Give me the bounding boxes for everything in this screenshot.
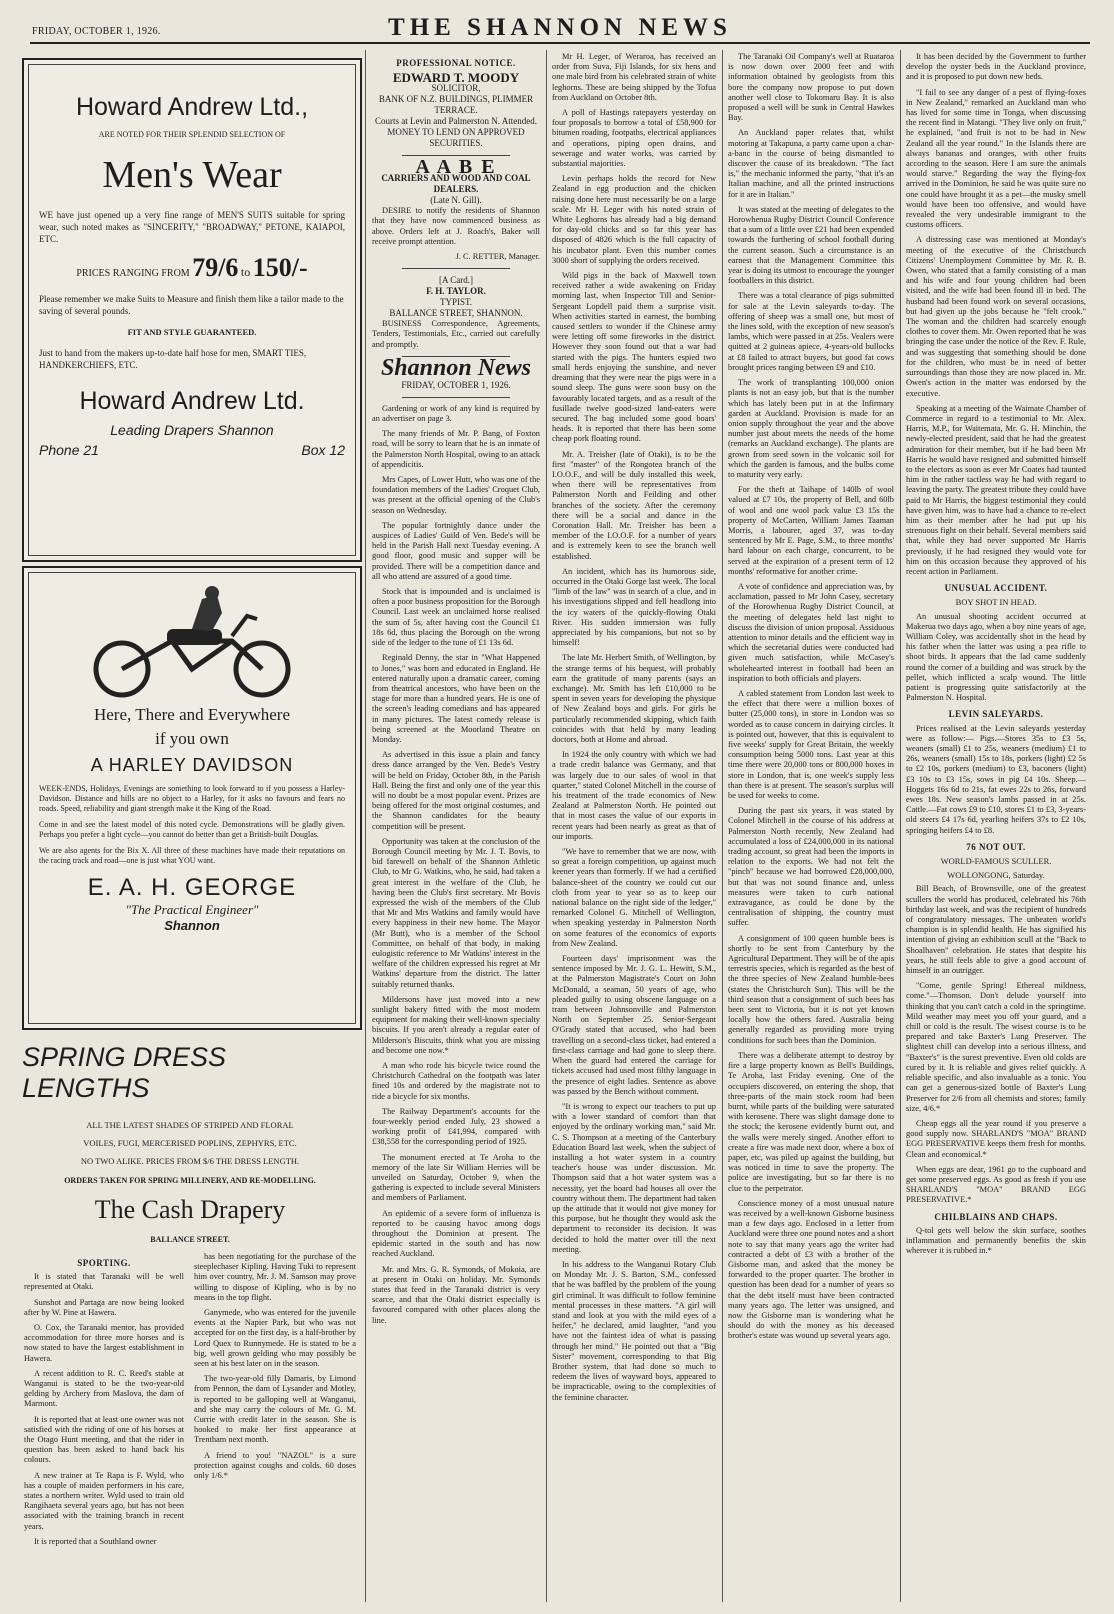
news-paragraph: Levin perhaps holds the record for New Zealand in egg production and the chicken raising done here must necessarily be on a large scale. Mr H. Leger with his noted strain of White Leghorns has already had a big demand for day-old chicks and so far this year has disposed of 4826 which is the full capacity of his incubator plant. Even this number comes 3000 short of supplying the orders received. <box>552 174 716 265</box>
dealer-sub: "The Practical Engineer" <box>125 902 259 917</box>
harley-body2: Come in and see the latest model of this noted cycle. Demonstrations will be gladly given. Perhaps you prefer a light cycle—you cannot do better than get a British-built Douglas. <box>39 820 345 839</box>
moody-detail: MONEY TO LEND ON APPROVED SECURITIES. <box>387 127 525 149</box>
taylor-name: F. H. TAYLOR. <box>426 286 486 297</box>
saleyards-heading: LEVIN SALEYARDS. <box>948 709 1044 720</box>
ad-phone: Phone 21 <box>39 442 99 458</box>
taylor-address: BALLANCE STREET, SHANNON. <box>389 308 523 319</box>
news-paragraph: Mr. A. Treisher (late of Otaki), is to be the first "master" of the Rongotea branch of the I.O.O.F., and will be duly installed this week, when there will be representatives from Palmerston North and Feilding and other branches of the society. After the ceremony there will be a social and dance in the Coronation Hall. Mr. Treisher has been a member of the I.O.O.F. for a number of years and is extremely keen to see the branch well established. <box>552 449 716 561</box>
sporting-paragraph: It is stated that Taranaki will be well represented at Otaki. <box>24 1272 184 1292</box>
aabe-sub: CARRIERS AND WOOD AND COAL DEALERS. <box>381 173 531 195</box>
news-paragraph: In 1924 the only country with which we had a trade credit balance was Germany, and that was largely due to our sales of wool in that quarter," stated Colonel Mitchell in the course of his treatment of the trade economics of New Zealand at Palmerston North. He pointed out that in most cases the value of our exports in recent years had been nearly as great as that of our imports. <box>552 750 716 841</box>
news-paragraph: A man who rode his bicycle twice round the Christchurch Cathedral on the footpath was later fined 10s and ordered by the magistrate not to ride a bicycle for six months. <box>372 1061 540 1101</box>
spring-heading: SPRING DRESS LENGTHS <box>22 1042 227 1103</box>
news-paragraph: Mildersons have just moved into a new sunlight bakery fitted with the most modern equipment for making their well-known specialty biscuits. If you aren't already a regular eater of Milderson's Biscuits, think what you are missing and become one now.* <box>372 994 540 1055</box>
news-paragraph: "Come, gentle Spring! Ethereal mildness, come."—Thomson. Don't delude yourself into thinking that you can't catch a cold in the springtime. Mild weather may meet you off your guard, and a chill or cold is the result. The wisest course is to be prepared and take Baxter's Lung Preserver. The slightest chill can develop into a serious illness, and "Baxter's" is the surest preventive. Even old colds are cured by it. It is reliable and gives relief quickly. A reliable specific, and also invaluable as a tonic. You can get a generous-sized bottle of Baxter's Lung Preserver for 2/6 from all chemists and stores; family size, 4/6.* <box>906 981 1086 1113</box>
news-paragraph: The work of transplanting 100,000 onion plants is not an easy job, but that is the number which has lately been put in at the Infirmary garden at Auckland. Provision is made for an onion supply throughout the year and the above number just about meets the needs of the home (remarks an Auckland exchange). The plants are grown from seed sown in the volcanic soil for which the garden is famous, and the bulbs come to maturity very early. <box>728 378 894 479</box>
ad-body: WE have just opened up a very fine range of MEN'S SUITS suitable for spring wear, such noted makes as "SINCERITY," "BROADWAY," PETONE, KAIAPOI, ETC. <box>39 210 345 244</box>
column-2 <box>372 52 540 1602</box>
news-paragraph: Stock that is impounded and is unclaimed is often a poor business proposition for the Borough Council. Last week an unclaimed horse realised the sum of 5s, after having cost the Council £1 18s 6d, thus placing the Borough on the wrong side of the ledger to the tune of £1 13s 6d. <box>372 587 540 648</box>
store-name: The Cash Drapery <box>94 1195 286 1224</box>
news-paragraph: Mr H. Leger, of Weraroa, has received an order from Suva, Fiji Islands, for six hens and one male bird from his celebrated strain of white leghorns. These are being shipped by the Tofua from Auckland on October 8th. <box>552 52 716 102</box>
news-paragraph: "It is wrong to expect our teachers to put up with a lower standard of comfort than that enjoyed by the ordinary working man," said Mr. C. S. Thompson at a meeting of the Canterbury Education Board last week, when the subject of installing a hot water system in a country teacher's house was under discussion. Mr. Thompson said that a hot water system was a necessity, yet the board had houses all over the country without them. The department had taken up the attitude that it would not give money for this purpose, but he thought they would ask the department to reconsider its decision. It was decided to hold the matter over till the next meeting. <box>552 1101 716 1254</box>
ad-note: Please remember we make Suits to Measure and finish them like a tailor made to the saving of several pounds. <box>39 294 344 316</box>
masthead <box>30 8 1090 44</box>
prices-label: PRICES RANGING FROM <box>76 268 190 279</box>
sporting-column-2 <box>194 1252 356 1602</box>
news-paragraph: A vote of confidence and appreciation was, by acclamation, passed to Mr John Casey, secretary of the Horowhenua Rugby District Council, at the meeting of delegates held last night to discuss the division of union proposal. Assiduous attention to minor details and the efficient way in which the secretarial duties were conducted had given much satisfaction, while McCasey's wholehearted interest in football had been an inspiration to both officials and players. <box>728 581 894 683</box>
news-paragraph: "We have to remember that we are now, with so great a foreign competition, up against much keener years than formerly. If we had a certified balance-sheet of the country we could cut our cloth from year to year so as to keep our national balance on the right side of the ledger," remarked Colonel G. Mitchell of Wellington, when speaking yesterday in Palmerston North on some features of the economics of exports from New Zealand. <box>552 847 716 948</box>
column-rule <box>546 50 547 1602</box>
news-paragraph: There was a deliberate attempt to destroy by fire a large property known as Bell's Buildings, Te Aroha, last Friday evening. One of the occupiers discovered, on entering the shop, that three-parts of the main stock room had been burnt, while parts of the building were saturated with kerosene. There was slight damage done to the stock; the kerosene evidently burnt out, and the walls were merely singed. Another effort to create a fire was made next door, where a box of paper, etc, was piled up against the building, but was noticed in time to save the property. The police are investigating, but so far there is no clue to the perpetrator. <box>728 1050 894 1193</box>
news-paragraph: Cheap eggs all the year round if you preserve a good supply now. SHARLAND'S "MOA" BRAND EGG PRESERVATIVE keeps them fresh for months. Clean and economical.* <box>906 1118 1086 1159</box>
moody-detail: BANK OF N.Z. BUILDINGS, PLIMMER TERRACE. <box>378 94 534 116</box>
news-paragraph: Q-tol gets well below the skin surface, soothes inflammation and permanently benefits the skin wherever it is rubbed in.* <box>906 1225 1086 1256</box>
taylor-body: BUSINESS Correspondence, Agreements, Tenders, Testimonials, Etc., carried out carefully and promptly. <box>372 319 540 349</box>
sporting-paragraph: Sunshot and Partaga are now being looked after by W. Pine at Hawera. <box>24 1297 184 1317</box>
news-paragraph: It has been decided by the Government to further develop the oyster beds in the Auckland province, and it is proposed to put down new beds. <box>906 52 1086 82</box>
news-paragraph: The monument erected at Te Aroha to the memory of the late Sir William Herries will be unveiled on Saturday, October 9, when the gathering is expected to include several Ministers and members of Parliament. <box>372 1152 540 1203</box>
harley-body3: We are also agents for the Bix X. All three of these machines have made their reputations on the racing track and road—one is just what YOU want. <box>39 846 345 865</box>
column-rule <box>900 50 901 1602</box>
motorcycle-illustration <box>42 581 342 701</box>
column-rule <box>722 50 723 1602</box>
accident-heading: UNUSUAL ACCIDENT. <box>944 583 1048 594</box>
spring-line2: VOILES, FUGI, MERCERISED POPLINS, ZEPHYRS, ETC. <box>83 1138 297 1148</box>
price-from: 79/6 <box>192 253 239 282</box>
news-paragraph: A poll of Hastings ratepayers yesterday on four proposals to borrow a total of £58,900 for bitumen roading, footpaths, electrical appliances and operations, piping open drains, and sewerage and water works, was carried by substantial majorities. <box>552 108 716 169</box>
spring-line3: NO TWO ALIKE. PRICES FROM $/6 THE DRESS LENGTH. <box>80 1156 300 1166</box>
card-label: [A Card.] <box>439 275 473 286</box>
store-street: BALLANCE STREET. <box>150 1235 230 1244</box>
spring-line1: ALL THE LATEST SHADES OF STRIPED AND FLORAL <box>86 1120 294 1130</box>
sporting-paragraph: Ganymede, who was entered for the juvenile events at the Napier Park, but who was not accepted for on the first day, is a half-brother by Lord Quex to Runnymede. He is stated to be a big, well grown gelding who may possibly be seen at his best later on in the season. <box>194 1308 356 1369</box>
aabe-late: (Late N. Gill). <box>430 195 482 206</box>
sporting-paragraph: has been negotiating for the purchase of the steeplechaser Kipling. Having Tuki to represent him over country, Mr. J. M. Samson may prove willing to dispose of Kipling, who is by no means in the top flight. <box>194 1252 356 1302</box>
news-paragraph: In his address to the Wanganui Rotary Club on Monday Mr. J. S. Barton, S.M., confessed that he was baffled by the problem of the young girl criminal. It was difficult to follow feminine mental processes in these matters. "A girl will stand and look at you with the mild eyes of a heifer," he declared, amid laughter, "and you have not the faintest idea of what is passing through her mind." He pointed out that a "Big Sister" movement, corresponding to that Big Brother system, that had done so much to redeem the lives of wayward boys, appeared to be impracticable, owing to the complexities of the feminine character. <box>552 1259 716 1402</box>
harley-davidson-ad <box>22 566 362 1030</box>
news-paragraph: Wild pigs in the back of Maxwell town received rather a wide awakening on Friday morning last, when Inspector Till and Senior-Sergeant Lopdell paid them a surprise visit. When activities started in earnest, the bombing caused settlers to wonder if the Chinese army were letting off some fireworks in the district. However they soon found out that a war had started with the pigs. The hunters espied two small herds enjoying the sunshine, and never dreaming that they were near the pigs were in a sound sleep. The guns were soon busy on the favourably located targets, and as a result of the fusillade twelve good-sized land-eaters were secured. The bag included some good boars' heads. It is reported that there has been some cheap pork floating round. <box>552 271 716 444</box>
news-paragraph: For the theft at Taihape of 140lb of wool valued at £7 10s, the property of Bell, and 60lb of wool and one wool pack value £3 15s the property of McCarten, William James Taaman Morris, a labourer, aged 37, was to-day sentenced by Mr E. Page, S.M., to three months' hard labour on each charge, concurrent, to be served at the expiration of a present term of 12 months' reformative for another crime. <box>728 485 894 576</box>
news-paragraph: "I fail to see any danger of a pest of flying-foxes in New Zealand," remarked an Auckland man who has lived for some time in Tonga, when discussing the recent find in Matangi. "They live only on fruit," he explained, "and fruit is not to be had in New Zealand all the year round." In the Islands there are always bananas and oranges, with other fruits according to the season. Here I am sure the animals would starve." Regarding the way the flying-fox arrived in the Dominion, he said he was quite sure no one could have brought it as a pet—the musky smell would have been too offensive, and would have revealed the very undesirable immigrant to the customs officers. <box>906 87 1086 230</box>
ad-box: Box 12 <box>301 442 345 458</box>
harley-line1: Here, There and Everywhere <box>93 705 291 724</box>
ad-guarantee: FIT AND STYLE GUARANTEED. <box>127 327 257 337</box>
news-paragraph: As advertised in this issue a plain and fancy dress dance arranged by the Ven. Bede's Vestry will be held on Friday, October 8th, in the Parish Hall. Being the first and only one of the year this will no doubt be a most popular event. Prizes are being offered for the most original costumes, and the Shannon candidates for the beauty competition will be present. <box>372 750 540 831</box>
news-paragraph: The popular fortnightly dance under the auspices of Ladies' Guild of Ven. Bede's will be held in the Parish Hall next Tuesday evening. A good floor, good music and supper will be provided. There will be a competition dance and all who attend are assured of a good time. <box>372 520 540 581</box>
news-paragraph: An Auckland paper relates that, whilst motoring at Takapuna, a party came upon a char-a-banc in the course of being dismantled to discover the cause of its breakdown. "The fact is," the mechanic informed the party, "that it's an Italian machine, and all the printed instructions for it are in Italian." <box>728 128 894 199</box>
news-paragraph: The late Mr. Herbert Smith, of Wellington, by the strange terms of his bequest, will probably earn the gratitude of many parents (says an exchange). Mr. Smith has left £10,000 to be spent in seven years for developing the physique of New Zealand boys and girls. For girls he particularly recommended skipping, which faith coincides with that held by many leading doctors, both at Home and abroad. <box>552 653 716 744</box>
sporting-paragraph: O. Cox, the Taranaki mentor, has provided accommodation for three more horses and is now stated to have the largest establishment in Hawera. <box>24 1323 184 1363</box>
sporting-paragraph: It is reported that at least one owner was not satisfied with the riding of one of his horses at the Otago Hunt meeting, and that the rider in question has been asked to hand back his colours. <box>24 1414 184 1465</box>
news-paragraph: Bill Beach, of Brownsville, one of the greatest scullers the world has produced, celebrated his 76th birthday last week, and was the recipient of hundreds of congratulatory messages. The unbeaten world's champion is in splendid health. He has signified his intention of giving an exhibition scull at the "Back to Shoalhaven" celebration. He states that despite his years, he still feels able to give a good account of himself in an outrigger. <box>906 884 1086 976</box>
news-paragraph: A cabled statement from London last week to the effect that there were a million boxes of butter (25,000 tons), in store in London was so worded as to cause concern in dairying circles. It is pointed out, however, that this is equivalent to five weeks' supply for Great Britain, the weekly consumption being 5000 tons. Last year at this time there were 20,000 tons or 800,000 boxes in store in London, that is, one week's supply less than there is at present. The season's surplus will be used for weeks to come. <box>728 688 894 801</box>
harley-body1: WEEK-ENDS, Holidays, Evenings are something to look forward to if you possess a Harley-Davidson. Distance and hills are no object to a Harley, for it asks no favours and fears no roads. Speed, reliability and giant strength make it the King of the Road. <box>39 784 345 813</box>
news-paragraph: A distressing case was mentioned at Monday's meeting of the executive of the Christchurch Citizens' Unemployment Committee by Mr. R. B. Owen, who stated that a family consisting of a man and his wife and four young children had been visited, and the wife had been found ill in bed. The husband had been found work on several occasions, but had given up the jobs because he "felt crook." The woman and the children had scarcely enough clothes to cover them. Mr. Owen reported that he was bringing the case under the notice of the Rev. F. Rule, and was suggesting that something should be done for the children, who must be in need of better surroundings than those they are now placed in. Mr. Owen's action in the matter was endorsed by the executive. <box>906 235 1086 398</box>
ad-footer-sub: Leading Drapers Shannon <box>110 422 274 438</box>
ad-tagline: ARE NOTED FOR THEIR SPLENDID SELECTION OF <box>98 130 286 139</box>
ad-store-name: Howard Andrew Ltd., <box>75 93 309 121</box>
news-paragraph: There was a total clearance of pigs submitted for sale at the Levin saleyards to-day. The offering of sheep was a small one, but most of the lines sold, with the exception of new season's lambs, which were passed in at 25s. Vealers were quitted at 2 guineas apiece, 4-years-old bullocks at £8 failed to attract buyers, but good fat cows brought prices ranging between £9 and £10. <box>728 291 894 372</box>
sporting-heading: SPORTING. <box>77 1258 131 1268</box>
news-paragraph: When eggs are dear, 1961 go to the cupboard and get some preserved eggs. As good as fresh if you use SHARLAND'S "MOA" BRAND EGG PRESERVATIVE.* <box>906 1164 1086 1205</box>
ad-heading: Men's Wear <box>102 154 282 196</box>
sporting-paragraph: A new trainer at Te Rapa is F. Wyld, who has a couple of maiden performers in his care, states a northern writer. Wyld used to train old Rangihaeta several years ago, but has not been associated with the training branch in recent years. <box>24 1470 184 1531</box>
news-paragraph: Mr. and Mrs. G. R. Symonds, of Mokoia, are at present in Otaki on holiday. Mr. Symonds states that feed in the Taranaki district is very scarce, and that the Otaki district especially is favoured compared with other places along the line. <box>372 1264 540 1325</box>
aabe-name: A A B E <box>415 156 497 179</box>
news-paragraph: The Taranaki Oil Company's well at Ruataroa is now down over 2000 feet and with information obtained by geologists from this bore the company now propose to put down another well close to Tokomaru Bay. It is also proposed a well will be sunk in Central Hawkes Bay. <box>728 52 894 123</box>
column-rule <box>365 50 366 1602</box>
editorial-date: FRIDAY, OCTOBER 1, 1926. <box>401 379 511 390</box>
news-paragraph: Speaking at a meeting of the Waimate Chamber of Commerce in regard to a testimonial to Mr. Alex. Harris, M.P., for Waitemata, Mr. G. H. Minchin, the newly-elected president, said that he had the greatest admiration for their member, but if he had been Mr Harris he would have resigned and submitted himself to the electors as soon as ever Mr Coates had taunted him in the rather tactless way he had with regard to leaving the party. The greatest tribute they could have paid to Mr Harris, the biggest testimonial they could have given him, was to have had a chance to re-elect him as their member after he had put up his strenuous fight on their behalf. Several members said that, while they had never supported Mr Harris previously, if he had resigned they would vote for him on this occasion because they approved of his recent action in Parliament. <box>906 403 1086 576</box>
news-paragraph: The Railway Department's accounts for the four-weekly period ended July, 23 showed a working profit of £41,994, compared with £38,558 for the corresponding period of 1925. <box>372 1106 540 1147</box>
howard-andrew-ad: Howard Andrew Ltd., ARE NOTED FOR THEIR SPLENDID SELECTION OF Men's Wear WE have just opened up a very fine range of MEN'S SUITS suitable for spring wear, such noted makes as "SINCERITY," "BROADWAY," PETONE, KAIAPOI, ETC. PRICES RANGING FROM 79/6 to 150/- Please remember we make Suits to Measure and finish them like a tailor made to the saving of several pounds. FIT AND STYLE GUARANTEED. Just to hand from the makers up-to-date half hose for men, SMART TIES, HANDKERCHIEFS, ETC. Howard Andrew Ltd. Leading Drapers Shannon Phone 21 Box 12 <box>22 58 362 562</box>
professional-notice-heading: PROFESSIONAL NOTICE. <box>396 58 516 68</box>
taylor-typist: TYPIST. <box>439 297 473 308</box>
accident-subheading: BOY SHOT IN HEAD. <box>955 597 1037 608</box>
moody-detail: SOLICITOR, <box>431 83 481 94</box>
dealer-name: E. A. H. GEORGE <box>87 874 297 901</box>
news-paragraph: Prices realised at the Levin saleyards yesterday were as follow:— Pigs.—Stores 35s to £3 5s, weaners (small) £1 to 25s, weaners (medium) £1 to 26s, weaners (small) 15s to 18s, porkers (light) £2 5s to £2 10s, porkers (medium) to £3, baconers (light) £3 10s to £3 15s, sows in pig £4 10s. Sheep.—Hoggets 16s 6d to 21s, fat ewes 22s to 26s, forward ewes 18s. New season's lambs passed in at 25s. Cattle.—Fat cows £9 to £10, stores £1 to £3, 3-years-old steers £4 17s 6d, yearling heifers 37s to £2 10s, springing heifers £4 to £8. <box>906 723 1086 835</box>
news-paragraph: Opportunity was taken at the conclusion of the Borough Council meeting by Mr. J. T. Bovis, to bid farewell on behalf of the Shannon Athletic Club, to Mr G. Watkins, who, he said, had taken a great interest in the welfare of the Club, he having been the Club's first secretary. Mr Bovis expressed the wish of the members of the Club that Mr and Mrs Watkins and family would have every happiness in their new home. The Mayor (Mr Butt), who is a member of the School Committee, on behalf of that body, in making eulogistic reference to Mr Watkins' interest in the welfare of the children expressed his regret at Mr Watkins' departure from the district. The latter suitably returned thanks. <box>372 836 540 989</box>
harley-line2: if you own <box>155 729 229 748</box>
column-3 <box>552 52 716 1602</box>
not-out-place: WOLLONGONG, Saturday. <box>947 870 1045 881</box>
news-paragraph: An incident, which has its humorous side, occurred in the Otaki Gorge last week. The local "limb of the law" was in search of a clue, and in his investigations slipped and fell headlong into the icy waters of the quickly-flowing Otaki River. His sudden immersion was fully appreciated by his companions, but not so by himself! <box>552 566 716 648</box>
ad-hose: Just to hand from the makers up-to-date half hose for men, SMART TIES, HANDKERCHIEFS, ETC. <box>39 348 307 370</box>
newspaper-title: THE SHANNON NEWS <box>388 14 732 41</box>
news-paragraph: Fourteen days' imprisonment was the sentence imposed by Mr. J. G. L. Hewitt, S.M., at the Palmerston Magistrate's Court on John McDonald, a seaman, 50 years of age, who pleaded guilty to using obscene language on a tram between Johnsonville and Palmerston North on September 25. Senior-Sergeant O'Grady stated that accused, who had been travelling on a second-class ticket, had entered a first-class carriage and had gone to sleep there. When the guard had entered the carriage for tickets accused had used most filthy language in the presence of eight ladies. Sentence as above was passed by the Bench without comment. <box>552 954 716 1096</box>
news-paragraph: A consignment of 100 queen humble bees is shortly to be sent from Canterbury by the Agricultural Department. They will be of the apis terrestris species, which is regarded as the best of the three species of New Zealand humble-bees (states the Christchurch Sun). This will be the third season that a consignment of such bees has been sent to Victoria, but it is not yet known locally how the others fared. Australia being generally regarded as providing more trying conditions for such bees than the Dominion. <box>728 933 894 1045</box>
harley-line3: A HARLEY DAVIDSON <box>90 755 294 775</box>
column-5 <box>906 52 1086 1602</box>
news-paragraph: An unusual shooting accident occurred at Makerua two days ago, when a boy nine years of age, William Coley, was accidentally shot in the head by his father when the latter was using a pea rifle to shoot birds. It appears that the lad came suddenly round the corner of a building and was struck by the pellet, which inflicted a scalp wound. The little patient is progressing quite satisfactorily at the Palmerston N. Hospital. <box>906 611 1086 703</box>
news-paragraph: It was stated at the meeting of delegates to the Horowhenua Rugby District Council Conference that a sum of a little over £21 had been expended towards the furthering of school football during the current season. Such a circumstance is an earnest that the Management Committee this year is doing its utmost to encourage the younger footballers in this district. <box>728 204 894 286</box>
nazol-ad: A friend to you! "NAZOL" is a sure protection against coughs and colds. 60 doses only 1/6.* <box>194 1450 356 1481</box>
moody-name: EDWARD T. MOODY <box>392 70 520 86</box>
moody-detail: Courts at Levin and Palmerston N. Attended. <box>375 116 537 127</box>
nameplate: Shannon News <box>380 354 532 381</box>
price-to: 150/- <box>252 253 308 282</box>
sporting-paragraph: A recent addition to R. C. Reed's stable at Wanganui is stated to be the two-year-old gelding by Archery from Maslova, the dam of Marmont. <box>24 1368 184 1409</box>
sporting-paragraph: The two-year-old filly Damaris, by Limond from Pennon, the dam of Lysander and Motley, is reported to be galloping well at Wanganui, and she may carry the colours of Mr. G. M. Currie with credit later in the season. She is hooked to make her first appearance at Trentham next month. <box>194 1374 356 1445</box>
sporting-paragraph: It is reported that a Southland owner <box>34 1536 157 1546</box>
aabe-sign: J. C. RETTER, Manager. <box>455 252 540 262</box>
aabe-body: DESIRE to notify the residents of Shannon that they have now commenced business as above. Orders left at J. Roach's, Baker will receive prompt attention. <box>372 206 540 246</box>
news-paragraph: Gardening or work of any kind is required by an advertiser on page 3. <box>372 403 540 424</box>
issue-date: FRIDAY, OCTOBER 1, 1926. <box>32 26 161 37</box>
sporting-column <box>24 1252 184 1602</box>
news-paragraph: Conscience money of a most unusual nature was received by a well-known Gisborne business man a few days ago. Enclosed in a letter from Auckland were three one pound notes and a short note to say that many years ago the writer had contracted a debt of £3 with a brother of the Gisborne man, and asked that the money be forwarded to the proper quarter. The brother in question has been dead for a number of years so that the debt itself must have been contracted many years ago. The letter was unsigned, and now the Gisborne man is wondering what he should do with the money as his deceased brother's estate was wound up several years ago. <box>728 1198 894 1341</box>
not-out-heading: 76 NOT OUT. <box>966 841 1026 852</box>
news-paragraph: During the past six years, it was stated by Colonel Mitchell in the course of his address at Palmerston North recently, New Zealand had accumulated a loss of £24,000,000 in its national trading account, so great had been the imports in relation to the exports. We had not felt the "pinch" because we had borrowed £28,000,000, but that was not sound finance and, unless measures were taken to curb national extravagance, as could be done by the centralisation of shipping, the country must suffer. <box>728 806 894 928</box>
news-paragraph: The many friends of Mr. P. Bang, of Foxton road, will be sorry to learn that he is an inmate of the Palmerston North Hospital, owing to an attack of appendicitis. <box>372 429 540 469</box>
column-4 <box>728 52 894 1602</box>
chilblains-heading: CHILBLAINS AND CHAPS. <box>934 1211 1058 1222</box>
news-paragraph: Mrs Capes, of Lower Hutt, who was one of the foundation members of the Ladies' Croquet Club, was present at the official opening of the Club's season on Wednesday. <box>372 475 540 515</box>
not-out-subheading: WORLD-FAMOUS SCULLER. <box>940 856 1052 867</box>
spring-dress-ad <box>22 1034 358 1244</box>
news-paragraph: Reginald Denny, the star in "What Happened to Jones," was born and educated in England. He entered naturally upon a dramatic career, coming from theatrical ancestors, who have been on the stage for more than a hundred years. He is one of the screen's leading comedians and has appeared in many pictures. The latest comedy release is being screened at the Moorland Theatre on Monday. <box>372 653 540 744</box>
dealer-town: Shannon <box>164 918 220 933</box>
ad-footer-name: Howard Andrew Ltd. <box>79 387 305 415</box>
news-paragraph: An epidemic of a severe form of influenza is reported to be causing havoc among dogs throughout the Dominion at present. The epidemic started in the south and has now reached Auckland. <box>372 1208 540 1259</box>
spring-orders: ORDERS TAKEN FOR SPRING MILLINERY, AND RE-MODELLING. <box>64 1176 316 1185</box>
